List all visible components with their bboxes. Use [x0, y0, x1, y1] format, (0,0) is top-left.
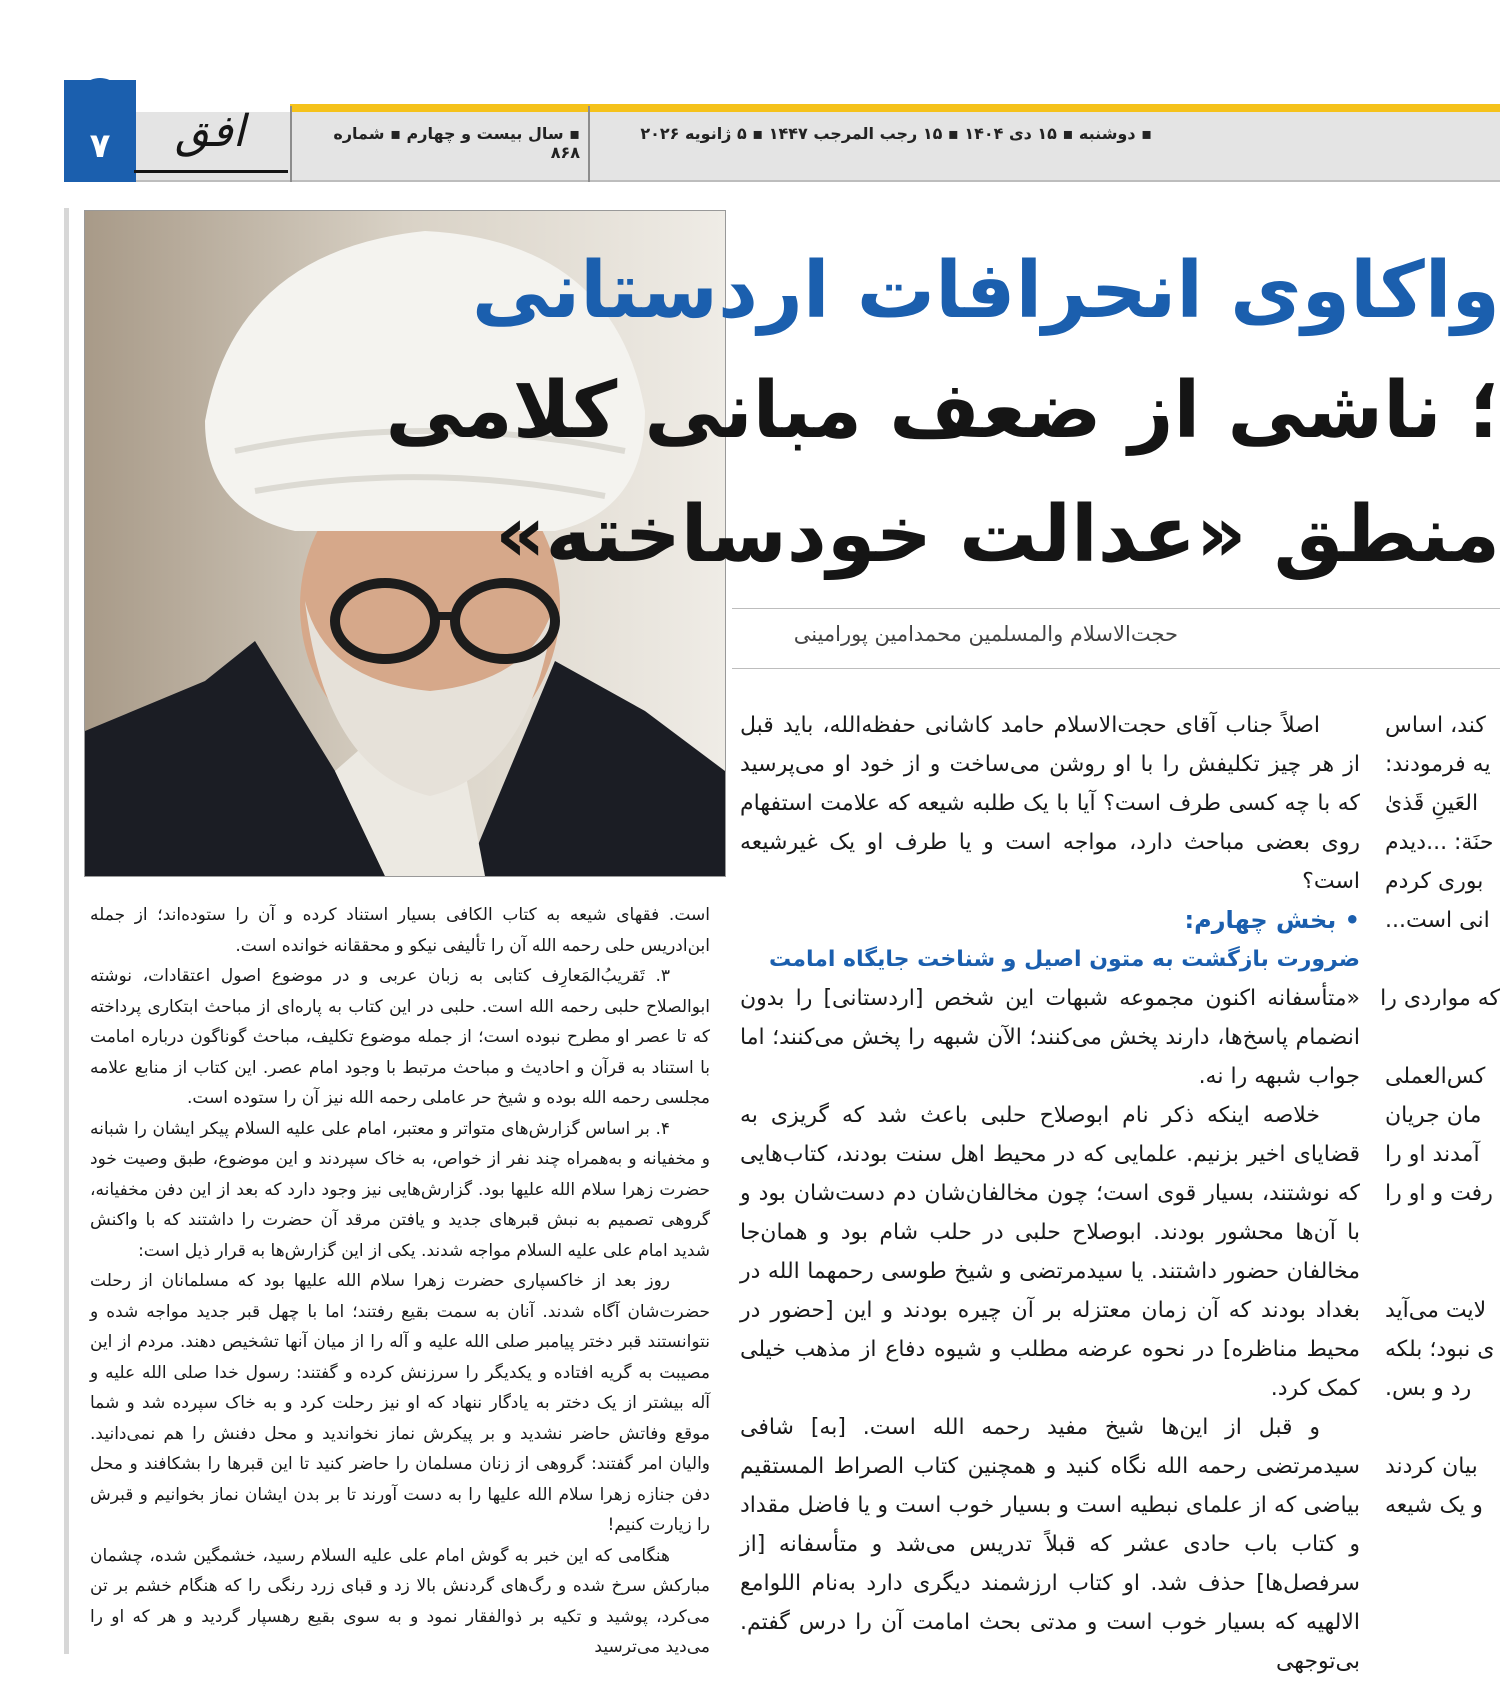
- page-number: ۷: [89, 126, 111, 166]
- paragraph: خلاصه اینکه ذکر نام ابوصلاح حلبی باعث شد که گریزی به قضایای اخیر بزنیم. علمایی که در محیط اهل سنت بودند، کتاب‌هایی که نوشتند، بسیار قوی است؛ چون مخالفان‌شان دم دست‌شان بود و با آن‌ها محشور بودند. ابوصلاح حلبی در حلب شام بود و همان‌جا مخالفان حضور داشتند. یا سیدمرتضی و شیخ طوسی رحمهما الله در بغداد بودند که آن زمان معتزله بر آن چیره بودند و این [حضور در محیط مناظره] در نحوه عرضه مطلب و شیوه دفاع از مذهب خیلی کمک کرد.: [740, 1103, 1360, 1401]
- text-line: [1385, 1213, 1500, 1252]
- header-separator: [290, 106, 292, 182]
- text-line: کس‌العملی: [1385, 1064, 1486, 1089]
- text-line: [1385, 1018, 1500, 1057]
- text-line: [1385, 1408, 1500, 1447]
- headline-line-3: منطق «عدالت خودساخته»: [495, 490, 1500, 580]
- paragraph: «متأسفانه اکنون مجموعه شبهات این شخص [اردستانی] را بدون انضمام پاسخ‌ها، دارند پخش می‌کنند؛ الآن شبهه را پخش می‌کنند؛ اما جواب شبهه را نه.: [740, 986, 1360, 1089]
- paragraph: ۴. بر اساس گزارش‌های متواتر و معتبر، امام علی علیه السلام پیکر ایشان را شبانه و مخفیانه و به‌همراه چند نفر از خواص، به خاک سپردند و این موضوع، طبق وصیت خود حضرت زهرا سلام الله علیها بود. گزارش‌هایی نیز وجود دارد که بعد از این دفن مخفیانه، گروهی تصمیم به نبش قبرهای جدید و یافتن مرقد آن حضرت را داشتند که با واکنش شدید امام علی علیه السلام مواجه شدند. یکی از این گزارش‌ها به قرار ذیل است:: [90, 1118, 710, 1261]
- text-line: یه فرمودند:: [1385, 752, 1491, 777]
- text-line: رفت و او را: [1385, 1181, 1493, 1206]
- text-line: العَینِ قَذیٰ: [1385, 791, 1479, 816]
- text-line: [1385, 1252, 1500, 1291]
- newspaper-logo: افق: [175, 106, 245, 157]
- text-line: رد و بس.: [1385, 1376, 1472, 1401]
- article-left-column: [90, 900, 710, 1657]
- paragraph: ۳. تَقریبُ‌المَعارِف کتابی به زبان عربی و در موضوع اصول اعتقادات، نوشته ابوالصلاح حلبی رحمه الله است. حلبی در این کتاب به پاره‌ای از مباحث ابتکاری پرداخته که تا عصر او مطرح نبوده است؛ از جمله موضوع تکلیف، مباحث گوناگون درباره امامت با استناد به قرآن و احادیث و مباحث مرتبط با وجود امام عصر. این کتاب از منابع علامه مجلسی رحمه الله بوده و شیخ حر عاملی رحمه الله نیز آن را ستوده است.: [90, 966, 710, 1108]
- text-line: ی نبود؛ بلکه: [1385, 1337, 1495, 1362]
- paragraph: است. فقهای شیعه به کتاب الکافی بسیار استناد کرده و آن را ستوده‌اند؛ از جمله ابن‌ادریس حلی رحمه الله آن را تألیفی نیکو و محققانه خوانده است.: [90, 905, 710, 956]
- issue-line: ▪ سال بیست و چهارم ▪ شماره ۸۶۸: [333, 124, 580, 162]
- byline: حجت‌الاسلام والمسلمین محمدامین پورامینی: [793, 622, 1178, 646]
- text-line: آمدند او را: [1385, 1142, 1480, 1167]
- section-subhead-title: ضرورت بازگشت به متون اصیل و شناخت جایگاه امامت: [769, 947, 1360, 972]
- byline-rule: [732, 668, 1500, 669]
- header-accent-bar: [290, 104, 1500, 112]
- paragraph: اصلاً جناب آقای حجت‌الاسلام حامد کاشانی حفظه‌الله، باید قبل از هر چیز تکلیفش را با او روشن می‌ساخت و از خود او می‌پرسید که با چه کسی طرف است؟ آیا با یک طلبه شیعه که علامت استفهام روی بعضی مباحث دارد، مواجه است و یا طرف او یک غیرشیعه است؟: [740, 713, 1360, 894]
- text-line: مان جریان: [1385, 1103, 1482, 1128]
- section-subhead: • بخش چهارم:: [1184, 906, 1360, 934]
- text-line: انی است...: [1385, 908, 1490, 933]
- headline-line-2: ؛ ناشی از ضعف مبانی کلامی: [385, 366, 1500, 456]
- text-line: بوری کردم: [1385, 869, 1484, 894]
- article-middle-column: [740, 706, 1360, 1674]
- text-line: و یک شیعه: [1385, 1493, 1483, 1518]
- headline-line-1: واکاوی انحرافات اردستانی: [471, 246, 1500, 336]
- header-separator: [588, 106, 590, 182]
- text-line: [1385, 940, 1500, 979]
- text-line: بیان کردند: [1385, 1454, 1478, 1479]
- text-line: کند، اساس: [1385, 713, 1486, 738]
- article-right-column: [1380, 706, 1500, 1518]
- text-line: لایت می‌آید: [1385, 1298, 1487, 1323]
- headline-rule: [732, 608, 1500, 609]
- logo-underline: [134, 170, 288, 173]
- text-line: حنَة: ...دیدم: [1385, 830, 1494, 855]
- page-left-rule: [64, 208, 69, 1654]
- paragraph: هنگامی که این خبر به گوش امام علی علیه السلام رسید، خشمگین شده، چشمان مبارکش سرخ شده و رگ‌های گردنش بالا زد و قبای زرد رنگی را که هنگام خشم بر تن می‌کرد، پوشید و تکیه بر ذوالفقار نمود و به سوی بقیع رهسپار گردید و هر که او را می‌دید می‌ترسید: [90, 1545, 710, 1657]
- paragraph: روز بعد از خاکسپاری حضرت زهرا سلام الله علیها بود که مسلمانان از رحلت حضرت‌شان آگاه شدند. آنان به سمت بقیع رفتند؛ اما با چهل قبر جدید مواجه شده و نتوانستند قبر دختر پیامبر صلی الله علیه و آله را از میان آنها تشخیص دهند. مردم از این مصیبت به گریه افتاده و یکدیگر را سرزنش کرده و گفتند: رسول خدا صلی الله علیه و آله بیشتر از یک دختر به یادگار ننهاد که او نیز رحلت کرد و به خاک سپرده شد و شما موقع وفاتش حاضر نشدید و بر پیکرش نماز نخواندید و محل دفنش را هم نمی‌دانید. والیان امر گفتند: گروهی از زنان مسلمان را حاضر کنید تا این قبرها را بشکافند و محل دفن جنازه زهرا سلام الله علیها را به دست آورند تا بر بدن ایشان نماز بخوانیم و قبرش را زیارت کنیم!: [90, 1271, 710, 1535]
- date-line: ▪ دوشنبه ▪ ۱۵ دی ۱۴۰۴ ▪ ۱۵ رجب المرجب ۱۴۴۷ ▪ ۵ ژانویه ۲۰۲۶: [640, 124, 1152, 143]
- paragraph: و قبل از این‌ها شیخ مفید رحمه الله است. [به] شافی سیدمرتضی رحمه الله نگاه کنید و همچنین کتاب الصراط المستقیم بیاضی که از علمای نبطیه است و بسیار خوب است و یا فاضل مقداد و کتاب باب حادی عشر که قبلاً تدریس می‌شد و متأسفانه [از سرفصل‌ها] حذف شد. او کتاب ارزشمند دیگری دارد به‌نام اللوامع الالهیه که بسیار خوب است و مدتی بحث امامت آن را درس گفتم. بی‌توجهی: [740, 1415, 1360, 1674]
- text-line: که مواردی را: [1380, 986, 1500, 1011]
